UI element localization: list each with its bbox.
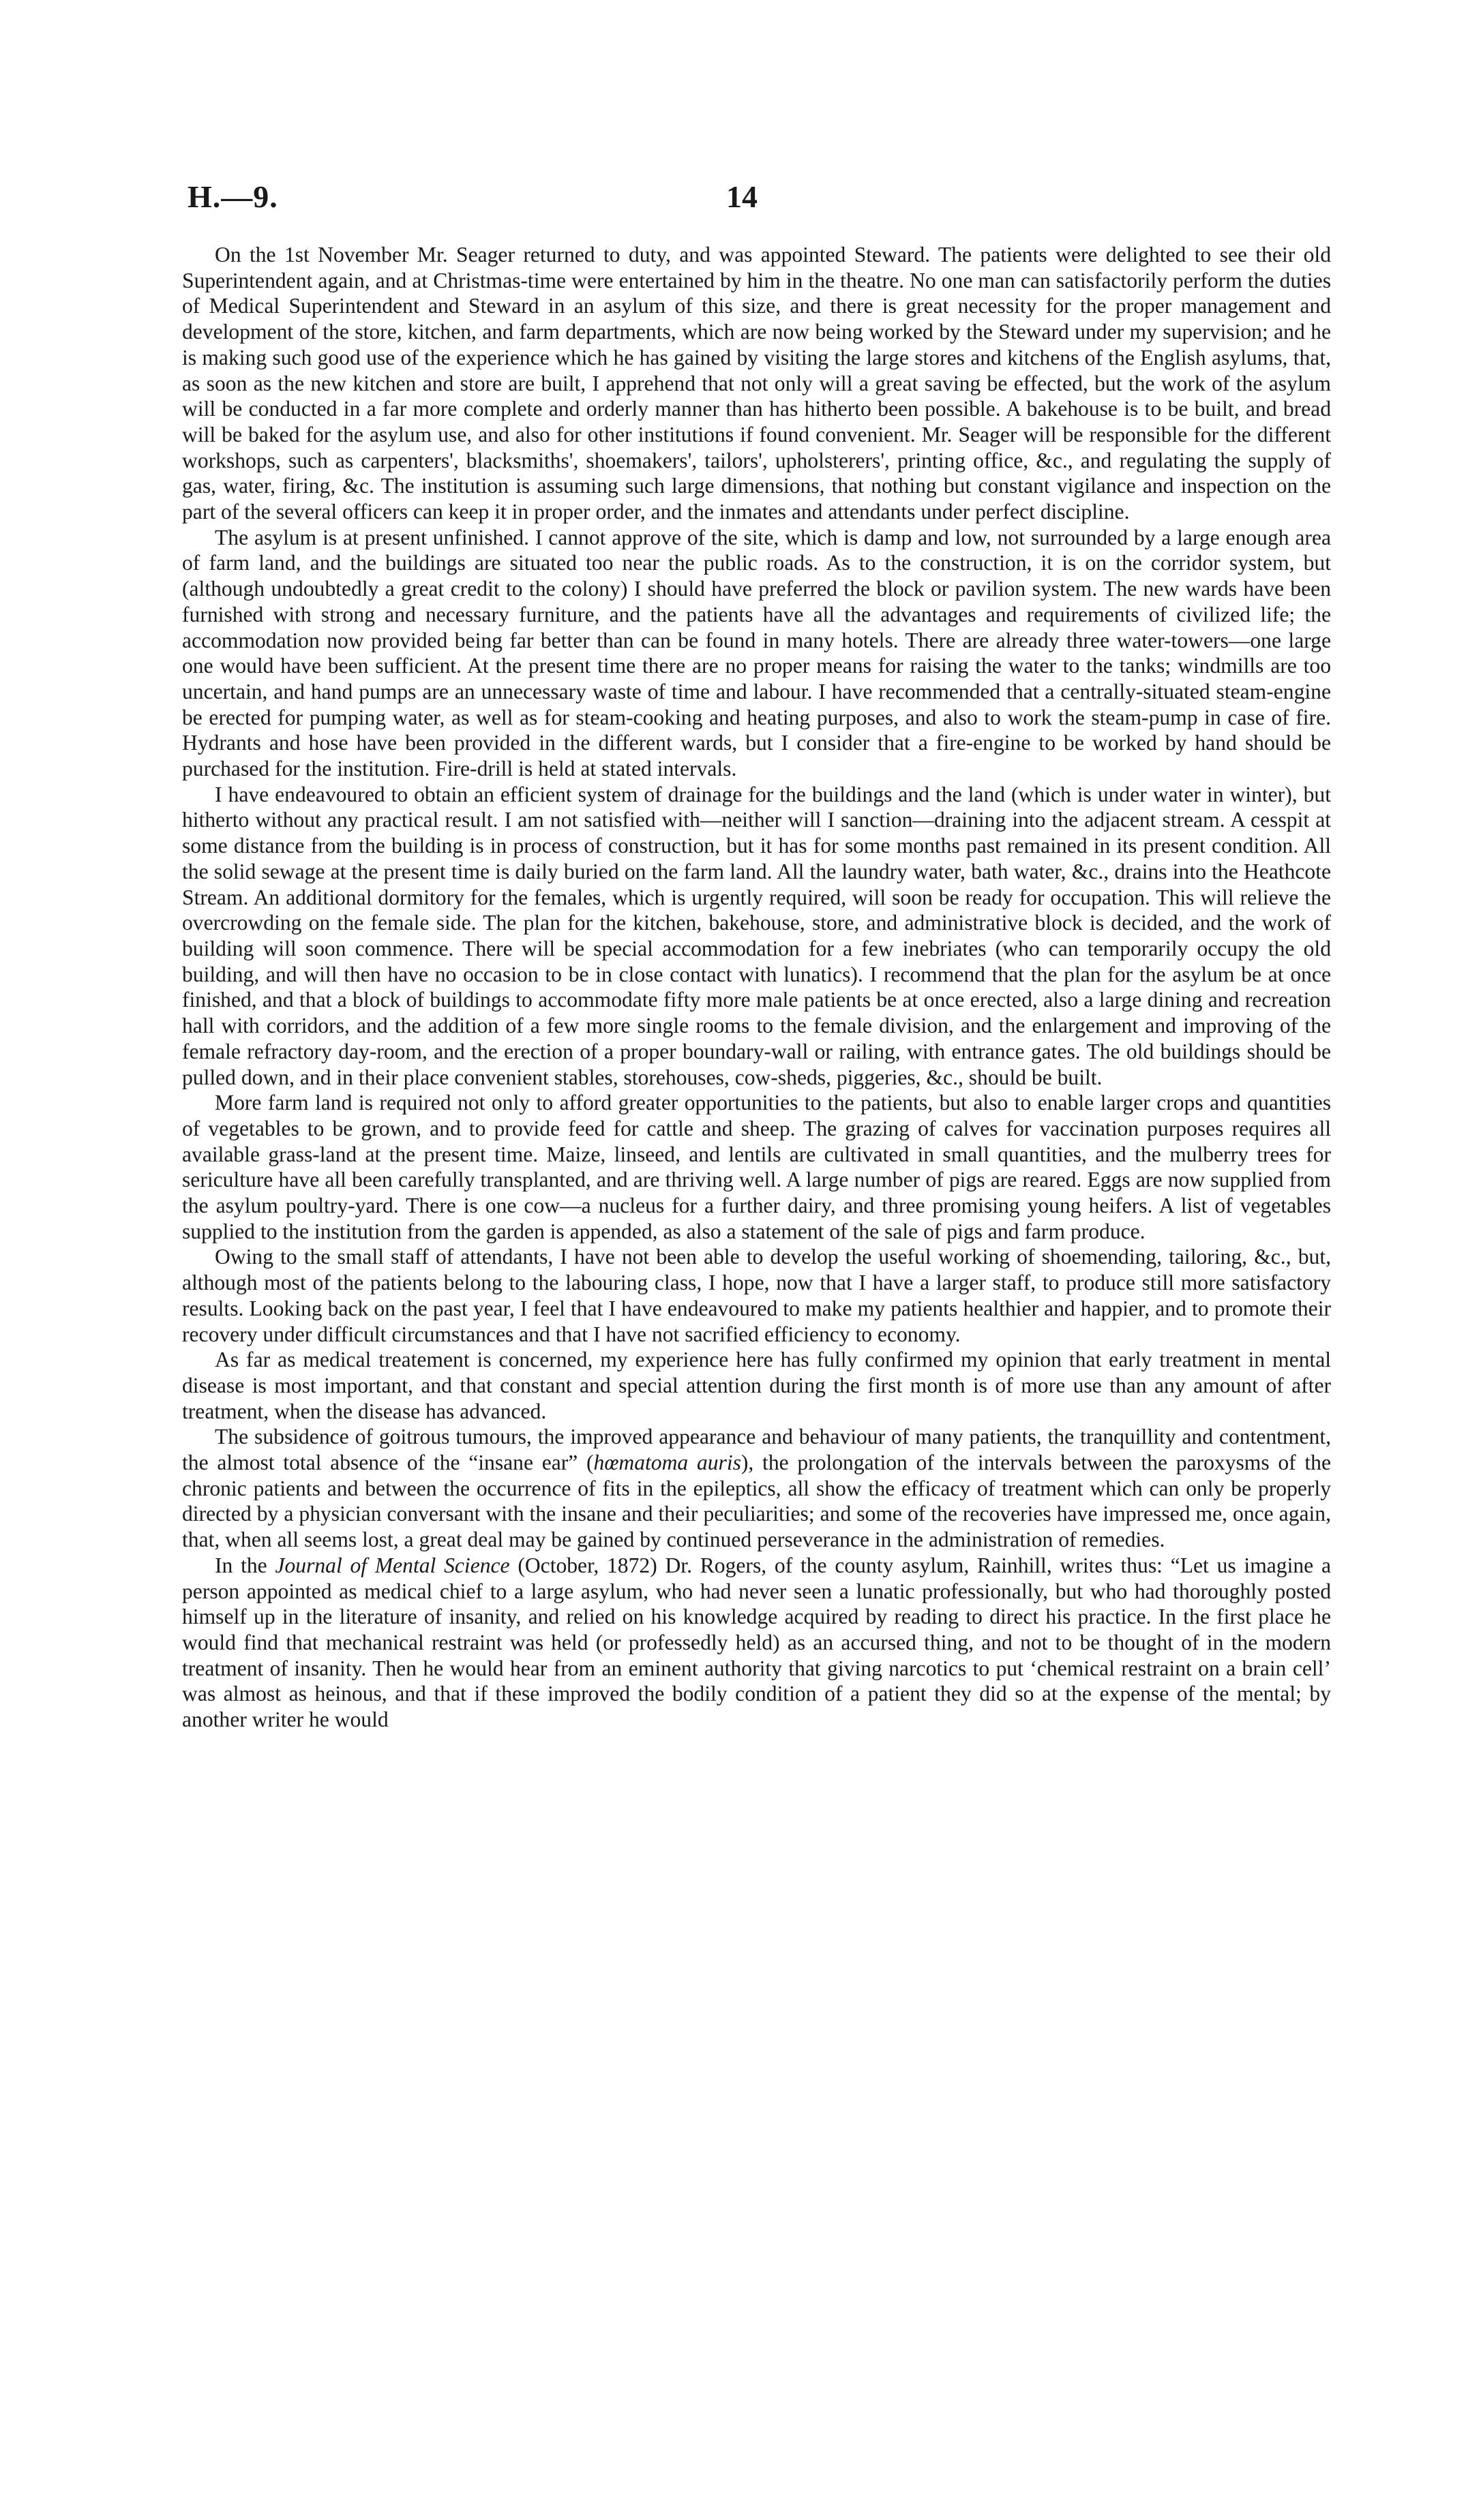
paragraph-steward-appointment: On the 1st November Mr. Seager returned to duty, and was appointed Steward. The patients were delighted to see their old Superintendent again, and at Christmas-time were entertained by him in the theatre. No one man can satisfactorily perform the duties of Medical Superintendent and Steward in an asylum of this size, and there is great necessity for the proper management and development of the store, kitchen, and farm departments, which are now being worked by the Steward under my supervision; and he is making such good use of the experience which he has gained by visiting the large stores and kitchens of the English asylums, that, as soon as the new kitchen and store are built, I apprehend that not only will a great saving be effected, but the work of the asylum will be conducted in a far more complete and orderly manner than has hitherto been possible. A bakehouse is to be built, and bread will be baked for the asylum use, and also for other institutions if found convenient. Mr. Seager will be responsible for the different workshops, such as carpenters', blacksmiths', shoemakers', tailors', upholsterers', printing office, &c., and regulating the supply of gas, water, firing, &c. The institution is assuming such large dimensions, that nothing but constant vigilance and inspection on the part of the several officers can keep it in proper order, and the inmates and attendants under perfect discipline. [182, 243, 1331, 524]
body-text [182, 242, 1331, 1733]
running-head [188, 179, 1347, 219]
paragraph-asylum-site: The asylum is at present unfinished. I cannot approve of the site, which is damp and low, not surrounded by a large enough area of farm land, and the buildings are situated too near the public roads. As to the construction, it is on the corridor system, but (although undoubtedly a great credit to the colony) I should have preferred the block or pavilion system. The new wards have been furnished with strong and necessary furniture, and the patients have all the advantages and requirements of civilized life; the accommodation now provided being far better than can be found in many hotels. There are already three water-towers—one large one would have been sufficient. At the present time there are no proper means for raising the water to the tanks; windmills are too uncertain, and hand pumps are an unnecessary waste of time and labour. I have recommended that a centrally-situated steam-engine be erected for pumping water, as well as for steam-cooking and heating purposes, and also to work the steam-pump in case of fire. Hydrants and hose have been provided in the different wards, but I consider that a fire-engine to be worked by hand should be purchased for the institution. Fire-drill is held at stated intervals. [182, 525, 1331, 781]
page-number: 14 [726, 179, 758, 214]
paragraph-journal-quote: In the Journal of Mental Science (October, 1872) Dr. Rogers, of the county asylum, Rainhill, writes thus: “Let us imagine a person appointed as medical chief to a large asylum, who had never seen a lunatic professionally, but who had thoroughly posted himself up in the literature of insanity, and relied on his knowledge acquired by reading to direct his practice. In the first place he would find that mechanical restraint was held (or professedly held) as an accursed thing, and not to be thought of in the modern treatment of insanity. Then he would hear from an eminent authority that giving narcotics to put ‘chemical restraint on a brain cell’ was almost as heinous, and that if these improved the bodily condition of a patient they did so at the expense of the mental; by another writer he would [182, 1553, 1331, 1732]
paragraph-farm-land: More farm land is required not only to afford greater opportunities to the patients, but also to enable larger crops and quantities of vegetables to be grown, and to provide feed for cattle and sheep. The grazing of calves for vaccination purposes requires all available grass-land at the present time. Maize, linseed, and lentils are cultivated in small quantities, and the mulberry trees for sericulture have all been carefully transplanted, and are thriving well. A large number of pigs are reared. Eggs are now supplied from the asylum poultry-yard. There is one cow—a nucleus for a further dairy, and three promising young heifers. A list of vegetables supplied to the institution from the garden is appended, as also a statement of the sale of pigs and farm produce. [182, 1091, 1331, 1243]
paragraph-staff-attendants: Owing to the small staff of attendants, I have not been able to develop the useful working of shoemending, tailoring, &c., but, although most of the patients belong to the labouring class, I hope, now that I have a larger staff, to produce still more satisfactory results. Looking back on the past year, I feel that I have endeavoured to make my patients healthier and happier, and to promote their recovery under difficult circumstances and that I have not sacrified efficiency to economy. [182, 1245, 1331, 1346]
paragraph-medical-treatment: As far as medical treatement is concerned, my experience here has fully confirmed my opinion that early treatment in mental disease is most important, and that constant and special attention during the first month is of more use than any amount of after treatment, when the disease has advanced. [182, 1348, 1331, 1423]
paragraph-goitrous-tumours: The subsidence of goitrous tumours, the improved appearance and behaviour of many patients, the tranquillity and contentment, the almost total absence of the “insane ear” (hœmatoma auris), the prolongation of the intervals between the paroxysms of the chronic patients and between the occurrence of fits in the epileptics, all show the efficacy of treatment which can only be properly directed by a physician conversant with the insane and their peculiarities; and some of the recoveries have impressed me, once again, that, when all seems lost, a great deal may be gained by continued perseverance in the administration of remedies. [182, 1425, 1331, 1552]
paragraph-drainage: I have endeavoured to obtain an efficient system of drainage for the buildings and the land (which is under water in winter), but hitherto without any practical result. I am not satisfied with—neither will I sanction—draining into the adjacent stream. A cesspit at some distance from the building is in process of construction, but it has for some months past remained in its present condition. All the solid sewage at the present time is daily buried on the farm land. All the laundry water, bath water, &c., drains into the Heathcote Stream. An additional dormitory for the females, which is urgently required, will soon be ready for occupation. This will relieve the overcrowding on the female side. The plan for the kitchen, bakehouse, store, and administrative block is decided, and the work of building will soon commence. There will be special accommodation for a few inebriates (who can temporarily occupy the old building, and will then have no occasion to be in close contact with lunatics). I recommend that the plan for the asylum be at once finished, and that a block of buildings to accommodate fifty more male patients be at once erected, also a large dining and recreation hall with corridors, and the addition of a few more single rooms to the female division, and the enlargement and improving of the female refractory day-room, and the erection of a proper boundary-wall or railing, with entrance gates. The old buildings should be pulled down, and in their place convenient stables, storehouses, cow-sheds, piggeries, &c., should be built. [182, 782, 1331, 1089]
document-code: H.—9. [188, 179, 278, 214]
